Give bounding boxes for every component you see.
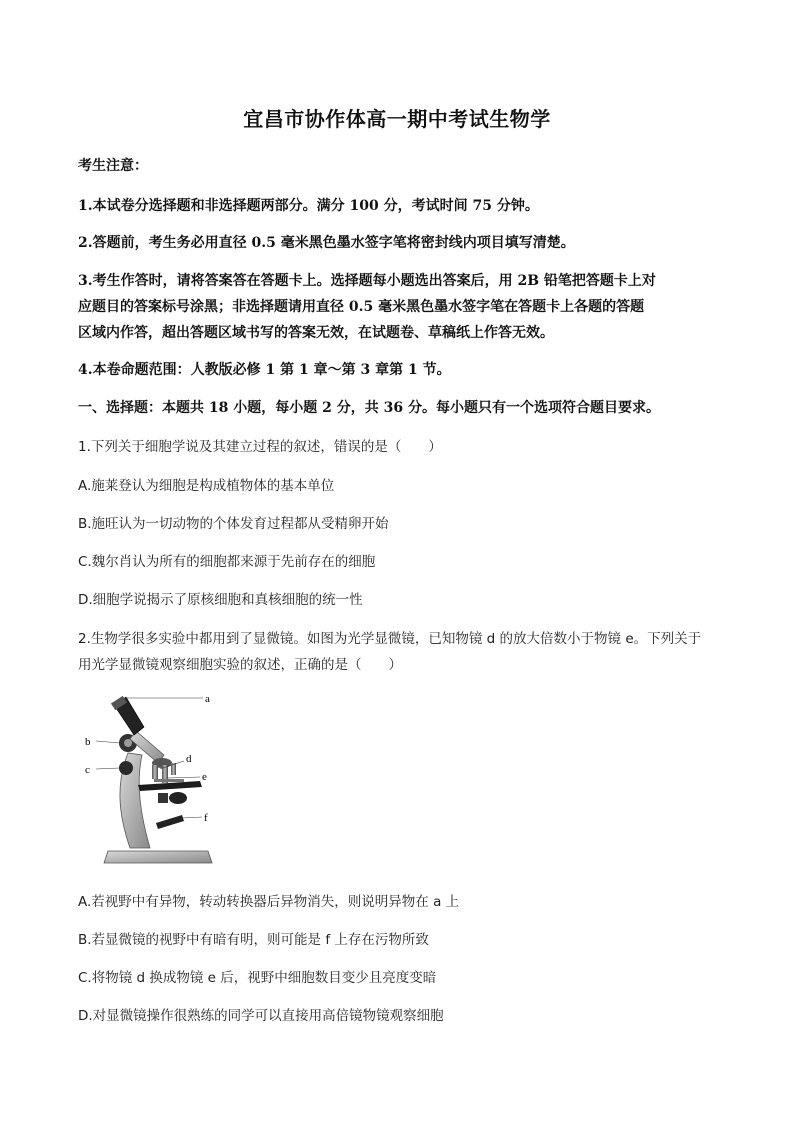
- notice-item-3-line3: 区域内作答，超出答题区域书写的答案无效，在试题卷、草稿纸上作答无效。: [78, 325, 554, 341]
- question-1-option-a: A.施莱登认为细胞是构成植物体的基本单位: [78, 478, 335, 494]
- question-2-option-d: D.对显微镜操作很熟练的同学可以直接用高倍镜物镜观察细胞: [78, 1008, 444, 1024]
- notice-item-2: 2.答题前，考生务必用直径 0.5 毫米黑色墨水签字笔将密封线内项目填写清楚。: [78, 235, 575, 251]
- question-2-option-a: A.若视野中有异物，转动转换器后异物消失，则说明异物在 a 上: [78, 894, 460, 910]
- question-1-stem: 1.下列关于细胞学说及其建立过程的叙述，错误的是（ ）: [78, 439, 442, 455]
- question-2-stem-line2: 用光学显微镜观察细胞实验的叙述，正确的是（ ）: [78, 657, 402, 673]
- question-2-stem-line1: 2.生物学很多实验中都用到了显微镜。如图为光学显微镜，已知物镜 d 的放大倍数小于物镜 e。下列关于: [78, 631, 702, 647]
- figure-label-b: b: [85, 736, 91, 748]
- figure-label-d: d: [186, 753, 192, 765]
- page-title: 宜昌市协作体高一期中考试生物学: [243, 107, 551, 131]
- notice-item-1: 1.本试卷分选择题和非选择题两部分。满分 100 分，考试时间 75 分钟。: [78, 198, 539, 214]
- question-2-option-b: B.若显微镜的视野中有暗有明，则可能是 f 上存在污物所致: [78, 932, 429, 948]
- figure-label-c: c: [85, 764, 90, 776]
- figure-label-e: e: [202, 771, 207, 783]
- section-heading: 一、选择题：本题共 18 小题，每小题 2 分，共 36 分。每小题只有一个选项符合题目要求。: [78, 400, 660, 416]
- figure-label-a: a: [205, 693, 210, 705]
- question-1-option-d: D.细胞学说揭示了原核细胞和真核细胞的统一性: [78, 592, 363, 608]
- figure-label-f: f: [204, 812, 208, 824]
- question-1-option-b: B.施旺认为一切动物的个体发育过程都从受精卵开始: [78, 516, 389, 532]
- question-1-option-c: C.魏尔肖认为所有的细胞都来源于先前存在的细胞: [78, 554, 376, 570]
- microscope-figure: [78, 683, 228, 873]
- notice-item-4: 4.本卷命题范围：人教版必修 1 第 1 章～第 3 章第 1 节。: [78, 362, 451, 378]
- notice-item-3-line1: 3.考生作答时，请将答案答在答题卡上。选择题每小题选出答案后，用 2B 铅笔把答题卡上对: [78, 273, 656, 289]
- question-2-option-c: C.将物镜 d 换成物镜 e 后，视野中细胞数目变少且亮度变暗: [78, 970, 437, 986]
- notice-heading: 考生注意：: [78, 158, 148, 174]
- notice-item-3-line2: 应题目的答案标号涂黑；非选择题请用直径 0.5 毫米黑色墨水签字笔在答题卡上各题的答题: [78, 299, 645, 315]
